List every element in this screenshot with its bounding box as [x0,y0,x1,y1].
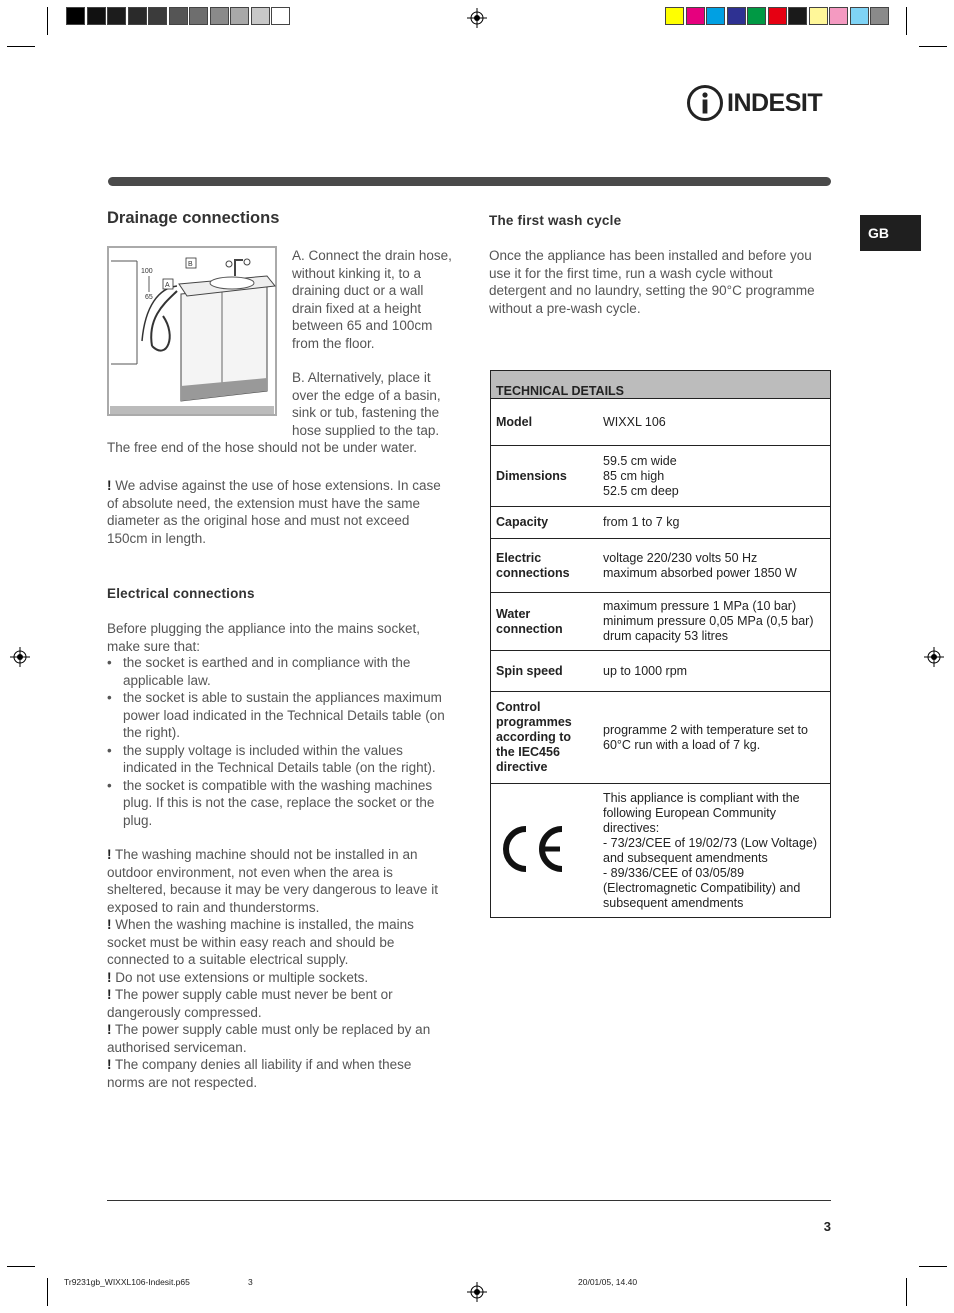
calibration-swatch [66,7,85,25]
crop-mark [47,7,48,35]
warning-item [107,969,452,987]
value-line: 85 cm high [603,468,665,483]
warning-text: Do not use extensions or multiple sockets. [115,969,369,985]
table-row [491,507,831,539]
row-value [598,507,831,539]
calibration-swatch [686,7,705,25]
warning-icon: ! [107,847,112,862]
indesit-logo-icon [686,84,724,122]
drainage-para-b-line: B. Alternatively, place it [292,370,431,385]
value-line: voltage 220/230 volts 50 Hz [603,550,758,565]
value-line: maximum absorbed power 1850 W [603,565,797,580]
drainage-para-b-line: over the edge of a basin, [292,387,441,403]
row-key: Dimensions [491,446,599,507]
warning-text: The power supply cable must never be bent or dangerously compressed. [107,987,393,1020]
ce-cell [491,784,599,918]
calibration-swatch [210,7,229,25]
calibration-swatch [87,7,106,25]
value-line: up to 1000 rpm [603,663,688,678]
warning-icon: ! [107,969,112,985]
row-key: Control programmes according to the IEC456 directive [491,692,599,784]
calibration-swatch [271,7,290,25]
registration-mark-icon [467,8,487,28]
table-header-row [491,371,831,399]
value-line: 59.5 cm wide [603,453,677,468]
crop-mark [7,46,35,47]
value-line: minimum pressure 0,05 MPa (0,5 bar) [603,614,814,628]
calibration-swatch [706,7,725,25]
list-item: • the socket is compatible with the washing machines plug. If this is not the case, replace the socket or the plug. [107,777,452,830]
height-label-100: 100 [141,268,153,275]
page-number: 3 [823,1219,831,1234]
value-line: from 1 to 7 kg [603,515,680,529]
row-key: Spin speed [491,651,599,692]
drainage-illustration [107,246,277,416]
list-item: • the socket is earthed and in compliance with the applicable law. [107,654,452,689]
warning-item [107,1021,452,1056]
list-item: • the supply voltage is included within the values indicated in the Technical Details table (on the right). [107,742,452,777]
warning-item [107,846,452,916]
crop-mark [919,46,947,47]
drainage-warning-text: We advise against the use of hose extensions. In case of absolute need, the extension must have the same diameter as the original hose and must not exceed 150cm in length. [107,478,441,546]
header-rule [108,177,831,186]
table-row [491,446,831,507]
warning-text: The washing machine should not be installed in an outdoor environment, not even when the area is sheltered, because it may be very dangerous to leave it exposed to rain and thunderstorms. [107,847,438,915]
calibration-swatch [768,7,787,25]
language-tab: GB [860,215,921,251]
drainage-title: Drainage connections [107,209,280,227]
list-item: • the socket is able to sustain the appliances maximum power load indicated in the Technical Details table (on the right). [107,689,452,742]
row-value [598,399,831,446]
warning-item [107,986,452,1021]
table-row [491,399,831,446]
calibration-swatch [809,7,828,25]
electrical-checklist [107,654,452,829]
row-value [598,692,831,784]
registration-mark-icon [924,647,944,667]
row-key: Water connection [491,593,599,651]
drainage-para-b-tail: The free end of the hose should not be under water. [107,440,417,455]
warning-icon: ! [107,1057,112,1072]
warning-icon: ! [107,917,112,932]
row-value [598,539,831,593]
value-line: maximum pressure 1 MPa (10 bar) [603,599,797,613]
calibration-swatch [665,7,684,25]
table-row [491,539,831,593]
table-row [491,651,831,692]
crop-mark [919,1266,947,1267]
footer-filename: Tr9231gb_WIXXL106-Indesit.p65 [64,1277,190,1287]
value-line: programme 2 with temperature set to 60°C run with a load of 7 kg. [603,722,808,752]
row-value [598,651,831,692]
first-wash-title: The first wash cycle [489,213,622,228]
ce-mark-icon [496,823,566,875]
height-label-65: 65 [145,294,153,301]
registration-mark-icon [467,1282,487,1302]
drainage-para-b [292,369,452,439]
warning-text: When the washing machine is installed, the mains socket must be within easy reach and should be connected to a suitable electrical supply. [107,917,414,967]
registration-mark-icon [10,647,30,667]
table-row [491,692,831,784]
calibration-swatch [128,7,147,25]
brand-logo [686,84,832,124]
table-row [491,784,831,918]
row-key: Capacity [491,507,599,539]
drainage-warning [107,477,452,547]
table-header: TECHNICAL DETAILS [491,371,831,399]
warning-icon: ! [107,987,112,1002]
calibration-swatch [829,7,848,25]
calibration-swatch [850,7,869,25]
row-value [598,446,831,507]
calibration-swatch [788,7,807,25]
value-line: WIXXL 106 [603,414,666,429]
first-wash-text: Once the appliance has been installed and before you use it for the first time, run a wash cycle without detergent and no laundry, setting the 90°C programme without a pre-wash cycle. [489,248,815,316]
warning-text: The power supply cable must only be replaced by an authorised serviceman. [107,1022,431,1055]
electrical-title: Electrical connections [107,586,255,601]
warning-icon: ! [107,1022,112,1037]
crop-mark [7,1266,35,1267]
marker-b: B [188,261,193,268]
brand-wordmark: INDESIT [727,89,823,117]
calibration-swatch [107,7,126,25]
warning-text: The company denies all liability if and when these norms are not respected. [107,1057,412,1090]
crop-mark [47,1278,48,1306]
table-row [491,593,831,651]
electrical-intro: Before plugging the appliance into the mains socket, make sure that: [107,621,420,654]
footer-file-page: 3 [248,1277,253,1287]
drainage-para-b-line: sink or tub, fastening the [292,405,440,420]
calibration-swatch [747,7,766,25]
technical-details-table [490,370,831,918]
electrical-warnings [107,846,452,1091]
value-line: 52.5 cm deep [603,483,679,498]
row-value [598,593,831,651]
row-key: Model [491,399,599,446]
calibration-swatch [189,7,208,25]
calibration-swatch [169,7,188,25]
footer-rule [107,1200,831,1201]
warning-icon: ! [107,478,112,493]
ce-compliance-text: This appliance is compliant with the following European Community directives: - 73/23/CEE of 19/02/73 (Low Voltage) and subsequent amendments - 89/336/CEE of 03/05/89 (Electromagnetic Compatibility) and subsequent amendments [598,784,831,918]
value-line: drum capacity 53 litres [603,629,729,643]
drainage-para-b-line: hose supplied to the tap. [292,422,440,438]
crop-mark [906,7,907,35]
row-key: Electric connections [491,539,599,593]
warning-item [107,1056,452,1091]
calibration-swatch [148,7,167,25]
footer-timestamp: 20/01/05, 14.40 [578,1277,638,1287]
calibration-swatch [870,7,889,25]
drainage-para-a: A. Connect the drain hose, without kinking it, to a draining duct or a wall drain fixed at a height between 65 and 100cm from the floor. [292,248,452,351]
calibration-swatch [727,7,746,25]
marker-a: A [165,282,170,289]
warning-item [107,916,452,969]
calibration-swatch [251,7,270,25]
calibration-swatch [230,7,249,25]
crop-mark [906,1278,907,1306]
